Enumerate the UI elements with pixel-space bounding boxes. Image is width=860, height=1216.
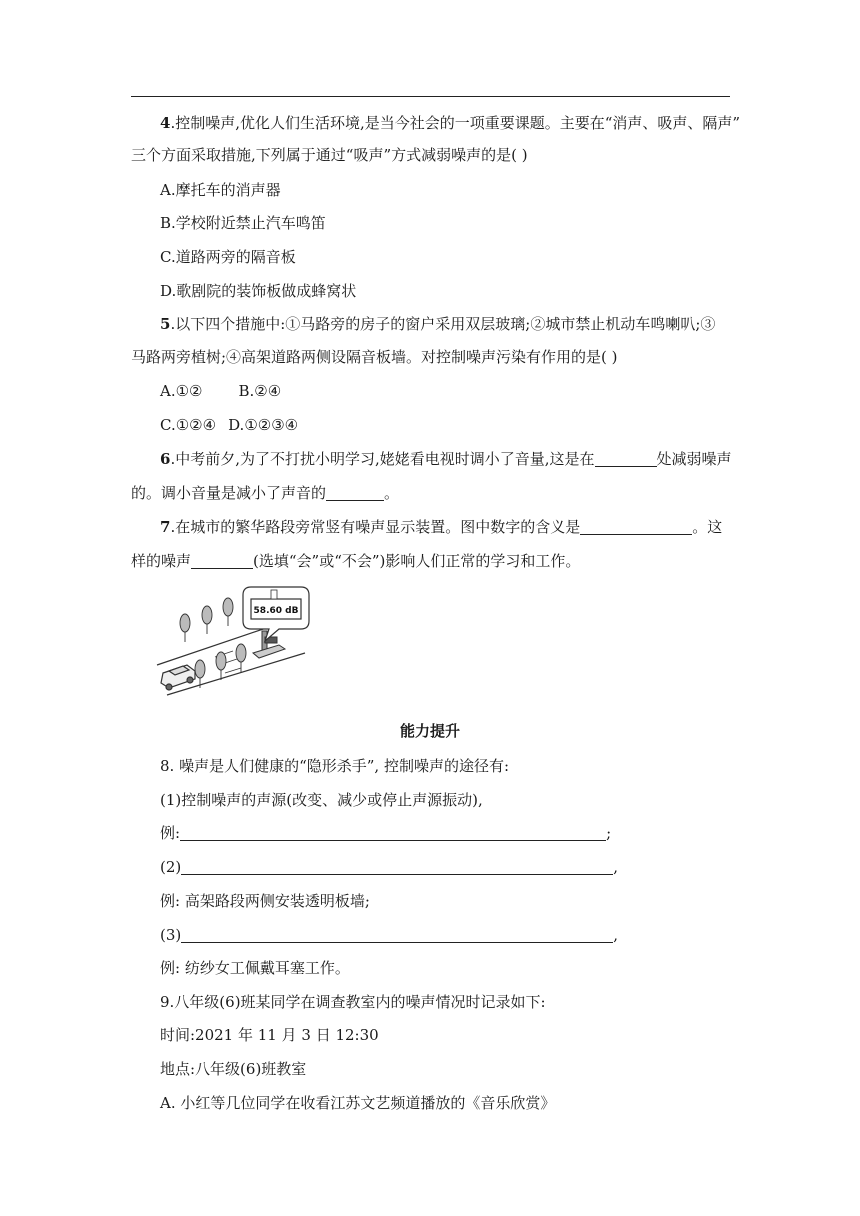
q8-blank-1 — [180, 824, 606, 841]
q9-place: 地点:八年级(6)班教室 — [160, 1060, 307, 1078]
q4-option-c: C.道路两旁的隔音板 — [160, 248, 296, 266]
q9-line1: 9.八年级(6)班某同学在调查教室内的噪声情况时记录如下: — [160, 993, 546, 1011]
q6-line1: 6.中考前夕,为了不打扰小明学习,姥姥看电视时调小了音量,这是在 处减弱噪声 — [160, 450, 732, 468]
q8-blank-2 — [181, 858, 613, 875]
q7-blank-1 — [580, 518, 692, 535]
q7-line1: 7.在城市的繁华路段旁常竖有噪声显示装置。图中数字的含义是 。这 — [160, 518, 723, 536]
q6-blank-1 — [595, 450, 657, 467]
q5-options-ab — [160, 381, 281, 401]
q8-item1: (1)控制噪声的声源(改变、减少或停止声源振动), — [160, 791, 483, 809]
q7-blank-2 — [191, 552, 253, 569]
q8-example1: 例: ; — [160, 824, 612, 842]
q6-blank-2 — [326, 484, 384, 501]
q7-line2: 样的噪声 (选填“会”或“不会”)影响人们正常的学习和工作。 — [131, 552, 581, 570]
q5-option-d: D.①②③④ — [228, 416, 299, 434]
q8-example2: 例: 高架路段两侧安装透明板墙; — [160, 892, 370, 910]
q8-example3: 例: 纺纱女工佩戴耳塞工作。 — [160, 959, 350, 977]
q5-line2: 马路两旁植树;④高架道路两侧设隔音板墙。对控制噪声污染有作用的是( ) — [131, 348, 618, 366]
q5-option-b: B.②④ — [238, 382, 282, 400]
q5-line1: 5.以下四个措施中:①马路旁的房子的窗户采用双层玻璃;②城市禁止机动车鸣喇叭;③ — [160, 315, 716, 333]
q9-item-a: A. 小红等几位同学在收看江苏文艺频道播放的《音乐欣赏》 — [160, 1094, 556, 1112]
q8-item2: (2) , — [160, 858, 619, 876]
q4-option-b: B.学校附近禁止汽车鸣笛 — [160, 214, 326, 232]
q4-line2: 三个方面采取措施,下列属于通过“吸声”方式减弱噪声的是( ) — [131, 146, 528, 164]
section-heading: 能力提升 — [399, 722, 460, 740]
noise-display-illustration — [155, 585, 315, 703]
q5-options-cd — [160, 415, 298, 435]
q5-option-a: A.①② — [160, 382, 203, 400]
q8-blank-3 — [181, 926, 613, 943]
q5-option-c: C.①②④ — [160, 416, 217, 434]
header-rule — [131, 96, 730, 97]
q6-line2: 的。调小音量是减小了声音的 。 — [131, 484, 400, 502]
q9-time: 时间:2021 年 11 月 3 日 12:30 — [160, 1026, 379, 1044]
q4-line1: 4.控制噪声,优化人们生活环境,是当今社会的一项重要课题。主要在“消声、吸声、隔声” — [160, 114, 741, 132]
q8-intro: 8. 噪声是人们健康的“隐形杀手”, 控制噪声的途径有: — [160, 757, 510, 775]
q8-item3: (3) , — [160, 926, 619, 944]
q4-option-d: D.歌剧院的装饰板做成蜂窝状 — [160, 282, 357, 300]
q4-option-a: A.摩托车的消声器 — [160, 181, 281, 199]
noise-display-reading: 58.60 dB — [253, 606, 299, 616]
